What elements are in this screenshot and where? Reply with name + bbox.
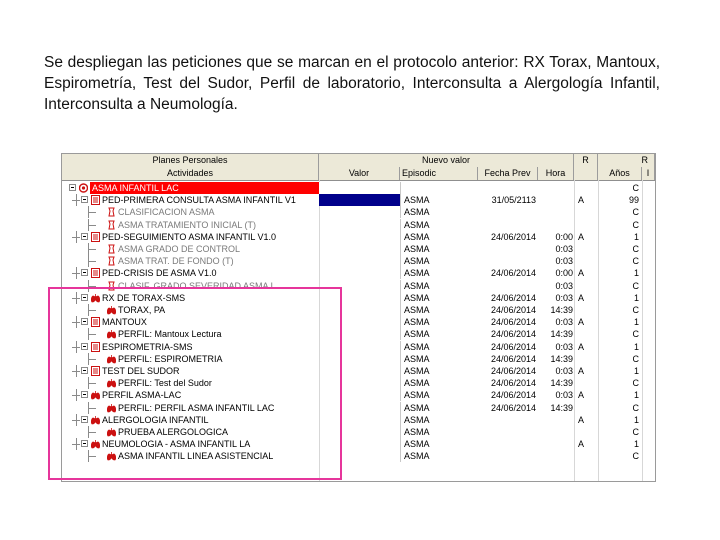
r-cell[interactable] — [574, 377, 598, 389]
anos-cell[interactable]: C — [632, 219, 639, 230]
episodio-cell[interactable]: ASMA — [400, 206, 478, 218]
hora-cell[interactable] — [538, 219, 574, 231]
header-episodio[interactable]: Episodic — [400, 167, 478, 180]
hora-cell[interactable]: 0:03 — [555, 341, 573, 352]
episodio-cell[interactable]: ASMA — [400, 414, 478, 426]
table-row[interactable] — [62, 194, 655, 206]
anos-cell[interactable]: 1 — [633, 414, 639, 425]
grid-header — [62, 154, 655, 181]
anos-cell[interactable]: 1 — [633, 439, 639, 450]
header-r-top[interactable]: R — [574, 154, 598, 167]
activity-label: ASMA INFANTIL LINEA ASISTENCIAL — [118, 451, 274, 462]
fecha-prev-cell[interactable] — [478, 182, 538, 194]
r-cell[interactable]: A — [578, 390, 585, 401]
minus-icon — [83, 272, 86, 273]
minus-icon — [83, 236, 86, 237]
fecha-prev-cell[interactable]: 24/06/2014 — [490, 317, 536, 328]
episodio-cell[interactable]: ASMA — [400, 450, 478, 462]
minus-icon — [83, 199, 86, 200]
tree-connector — [88, 225, 96, 226]
episodio-cell[interactable]: ASMA — [400, 194, 478, 206]
anos-cell[interactable]: C — [632, 451, 639, 462]
r-cell[interactable] — [574, 402, 598, 414]
hora-cell[interactable] — [538, 426, 574, 438]
anos-cell[interactable]: C — [632, 305, 639, 315]
fecha-prev-cell[interactable] — [478, 280, 538, 292]
episodio-cell[interactable]: ASMA — [400, 280, 478, 292]
activity-label: NEUMOLOGIA - ASMA INFANTIL LA — [102, 439, 251, 450]
activity-label: MANTOUX — [102, 317, 147, 328]
expand-toggle-icon[interactable] — [81, 196, 88, 203]
valor-cell[interactable] — [319, 267, 400, 279]
activity-cell[interactable] — [62, 182, 319, 194]
episodio-cell[interactable]: ASMA — [400, 377, 478, 389]
fecha-prev-cell[interactable] — [478, 426, 538, 438]
hora-cell[interactable]: 14:39 — [550, 378, 573, 389]
r-cell[interactable] — [574, 182, 598, 194]
table-row[interactable] — [62, 255, 655, 267]
episodio-cell[interactable]: ASMA — [400, 304, 478, 316]
anos-cell[interactable]: 1 — [633, 268, 639, 279]
episodio-cell[interactable]: ASMA — [400, 402, 478, 414]
fecha-prev-cell[interactable]: 24/06/2014 — [490, 341, 536, 352]
tree-connector — [76, 231, 77, 243]
valor-cell[interactable] — [319, 255, 400, 267]
plan-icon — [79, 183, 88, 193]
tag-icon — [107, 207, 116, 217]
r-cell[interactable]: A — [578, 292, 585, 303]
episodio-cell[interactable]: ASMA — [400, 219, 478, 231]
anos-cell[interactable]: C — [632, 280, 639, 291]
fecha-prev-cell[interactable]: 31/05/2113 — [491, 195, 536, 206]
valor-cell[interactable] — [319, 231, 400, 243]
activity-cell[interactable] — [62, 255, 319, 267]
anos-cell[interactable]: 99 — [628, 195, 639, 206]
r-cell[interactable]: A — [578, 268, 585, 279]
tree-connector — [88, 206, 89, 218]
hora-cell[interactable]: 0:03 — [555, 256, 573, 267]
header-valor[interactable]: Valor — [319, 167, 400, 180]
hora-cell[interactable]: 0:00 — [555, 268, 573, 279]
form-icon — [91, 232, 100, 242]
header-nuevo-valor[interactable]: Nuevo valor — [319, 154, 574, 167]
anos-cell[interactable]: 1 — [633, 231, 639, 242]
expand-toggle-icon[interactable] — [69, 184, 76, 191]
episodio-cell[interactable]: ASMA — [400, 316, 478, 328]
hora-cell[interactable]: 0:03 — [555, 390, 573, 401]
r-cell[interactable] — [574, 353, 598, 365]
episodio-cell[interactable]: ASMA — [400, 267, 478, 279]
hora-cell[interactable]: 0:03 — [555, 292, 573, 303]
form-icon — [91, 195, 100, 205]
episodio-cell[interactable]: ASMA — [400, 389, 478, 401]
header-r-second[interactable]: R — [598, 154, 655, 167]
activity-label: PERFIL: Mantoux Lectura — [118, 329, 222, 340]
activity-label: TEST DEL SUDOR — [102, 366, 180, 376]
fecha-prev-cell[interactable]: 24/06/2014 — [490, 378, 536, 389]
tag-icon — [107, 256, 116, 266]
r-cell[interactable] — [574, 219, 598, 231]
activity-label: ESPIROMETRIA-SMS — [102, 341, 193, 352]
episodio-cell[interactable]: ASMA — [400, 426, 478, 438]
activity-cell[interactable] — [62, 206, 319, 218]
tree-connector — [88, 255, 89, 267]
r-cell[interactable] — [574, 450, 598, 462]
r-cell[interactable]: A — [578, 439, 585, 450]
anos-cell[interactable]: C — [632, 329, 639, 340]
anos-cell[interactable]: C — [632, 244, 639, 254]
header-r-bottom — [574, 167, 598, 180]
anos-cell[interactable]: C — [632, 427, 639, 437]
header-anos[interactable]: Años — [598, 167, 642, 180]
valor-cell[interactable] — [319, 194, 400, 206]
anos-cell[interactable]: 1 — [633, 317, 639, 328]
hora-cell[interactable] — [538, 182, 574, 194]
anos-cell[interactable]: 1 — [633, 366, 639, 376]
form-icon — [91, 268, 100, 278]
r-cell[interactable] — [574, 426, 598, 438]
fecha-prev-cell[interactable]: 24/06/2014 — [490, 268, 536, 279]
episodio-cell[interactable]: ASMA — [400, 365, 478, 377]
r-cell[interactable] — [574, 304, 598, 316]
fecha-prev-cell[interactable]: 24/06/2014 — [490, 231, 536, 242]
hora-cell[interactable] — [538, 414, 574, 426]
r-cell[interactable] — [574, 206, 598, 218]
fecha-prev-cell[interactable] — [478, 414, 538, 426]
valor-cell[interactable] — [319, 243, 400, 255]
activity-label: ASMA INFANTIL LAC — [90, 182, 319, 194]
activity-cell[interactable] — [62, 194, 319, 206]
tree-connector — [88, 243, 89, 255]
episodio-cell[interactable]: ASMA — [400, 292, 478, 304]
hora-cell[interactable]: 0:00 — [555, 231, 573, 242]
fecha-prev-cell[interactable] — [478, 206, 538, 218]
table-row[interactable] — [62, 267, 655, 279]
r-cell[interactable] — [574, 255, 598, 267]
highlight-box — [48, 287, 342, 480]
activity-label: CLASIF. GRADO SEVERIDAD ASMA I — [118, 280, 274, 291]
anos-cell[interactable]: C — [632, 207, 639, 218]
valor-cell[interactable] — [319, 206, 400, 218]
r-cell[interactable] — [574, 243, 598, 255]
fecha-prev-cell[interactable]: 24/06/2014 — [490, 366, 536, 376]
anos-cell[interactable]: C — [632, 402, 639, 413]
hora-cell[interactable]: 0:03 — [555, 366, 573, 376]
r-cell[interactable] — [574, 280, 598, 292]
anos-cell[interactable]: 1 — [633, 390, 639, 401]
episodio-cell[interactable]: ASMA — [400, 328, 478, 340]
tree-connector — [88, 261, 96, 262]
hora-cell[interactable]: 0:03 — [555, 280, 573, 291]
activity-label: PERFIL: Test del Sudor — [118, 378, 212, 389]
fecha-prev-cell[interactable]: 24/06/2014 — [490, 353, 536, 364]
header-last[interactable]: I — [642, 167, 655, 180]
header-hora[interactable]: Hora — [538, 167, 574, 180]
expand-toggle-icon[interactable] — [81, 233, 88, 240]
activity-label: PED-SEGUIMIENTO ASMA INFANTIL V1.0 — [102, 231, 277, 242]
fecha-prev-cell[interactable]: 24/06/2014 — [490, 292, 536, 303]
hora-cell[interactable]: 14:39 — [550, 305, 573, 315]
activity-label: ASMA TRATAMIENTO INICIAL (T) — [118, 219, 257, 230]
table-row[interactable] — [62, 219, 655, 231]
anos-cell[interactable]: C — [632, 256, 639, 267]
table-row[interactable] — [62, 206, 655, 218]
r-cell[interactable]: A — [578, 341, 585, 352]
activity-label: CLASIFICACION ASMA — [118, 207, 215, 218]
episodio-cell[interactable] — [400, 182, 478, 194]
tree-connector — [88, 212, 96, 213]
hora-cell[interactable]: 14:39 — [550, 353, 573, 364]
tree-connector — [88, 219, 89, 231]
table-row[interactable] — [62, 231, 655, 243]
hora-cell[interactable] — [538, 438, 574, 450]
minus-icon — [71, 187, 74, 188]
fecha-prev-cell[interactable] — [478, 219, 538, 231]
anos-cell[interactable]: C — [632, 183, 639, 193]
activity-label: PRUEBA ALERGOLOGICA — [118, 427, 229, 437]
header-actividades[interactable]: Actividades — [62, 167, 319, 180]
activity-label: TORAX, PA — [118, 305, 166, 315]
anos-cell[interactable]: C — [632, 353, 639, 364]
r-cell[interactable]: A — [578, 414, 585, 425]
tag-icon — [107, 220, 116, 230]
episodio-cell[interactable]: ASMA — [400, 438, 478, 450]
r-cell[interactable]: A — [578, 317, 585, 328]
fecha-prev-cell[interactable] — [478, 438, 538, 450]
activity-label: ASMA TRAT. DE FONDO (T) — [118, 256, 234, 267]
hora-cell[interactable]: 14:39 — [550, 329, 573, 340]
caption-text: Se despliegan las peticiones que se marcan en el protocolo anterior: RX Torax, Mantoux, Espirometría, Test del Sudor, Perfil de laboratorio, Interconsulta a Alergología Infantil, Interconsulta a Neumología. — [44, 54, 660, 113]
tag-icon — [107, 244, 116, 254]
episodio-cell[interactable]: ASMA — [400, 353, 478, 365]
r-cell[interactable]: A — [578, 366, 585, 376]
episodio-cell[interactable]: ASMA — [400, 255, 478, 267]
fecha-prev-cell[interactable] — [478, 243, 538, 255]
header-fecha-prev[interactable]: Fecha Prev — [478, 167, 538, 180]
table-row[interactable] — [62, 243, 655, 255]
hora-cell[interactable] — [538, 194, 574, 206]
valor-cell[interactable] — [319, 219, 400, 231]
episodio-cell[interactable]: ASMA — [400, 341, 478, 353]
activity-label: PED-CRISIS DE ASMA V1.0 — [102, 268, 217, 279]
table-row[interactable] — [62, 182, 655, 194]
anos-cell[interactable]: 1 — [633, 292, 639, 303]
anos-cell[interactable]: 1 — [633, 341, 639, 352]
activity-cell[interactable] — [62, 231, 319, 243]
activity-cell[interactable] — [62, 219, 319, 231]
fecha-prev-cell[interactable]: 24/06/2014 — [490, 329, 536, 340]
r-cell[interactable]: A — [578, 231, 585, 242]
activity-label: PERFIL ASMA-LAC — [102, 390, 182, 401]
hora-cell[interactable]: 0:03 — [555, 317, 573, 328]
activity-label: PED-PRIMERA CONSULTA ASMA INFANTIL V1 — [102, 195, 296, 206]
r-cell[interactable] — [574, 328, 598, 340]
header-planes[interactable]: Planes Personales — [62, 154, 319, 167]
episodio-cell[interactable]: ASMA — [400, 243, 478, 255]
r-cell[interactable]: A — [578, 195, 585, 206]
fecha-prev-cell[interactable]: 24/06/2014 — [490, 390, 536, 401]
activity-label: ASMA GRADO DE CONTROL — [118, 244, 241, 254]
fecha-prev-cell[interactable] — [478, 450, 538, 462]
activity-label: PERFIL: ESPIROMETRIA — [118, 353, 223, 364]
hora-cell[interactable] — [538, 206, 574, 218]
hora-cell[interactable]: 0:03 — [555, 244, 573, 254]
activity-cell[interactable] — [62, 267, 319, 279]
fecha-prev-cell[interactable]: 24/06/2014 — [490, 402, 536, 413]
fecha-prev-cell[interactable]: 24/06/2014 — [490, 305, 536, 315]
expand-toggle-icon[interactable] — [81, 269, 88, 276]
activity-cell[interactable] — [62, 243, 319, 255]
activity-label: RX DE TORAX-SMS — [102, 292, 186, 303]
hora-cell[interactable] — [538, 450, 574, 462]
activity-label: PERFIL: PERFIL ASMA INFANTIL LAC — [118, 402, 275, 413]
anos-cell[interactable]: C — [632, 378, 639, 389]
hora-cell[interactable]: 14:39 — [550, 402, 573, 413]
activity-label: ALERGOLOGIA INFANTIL — [102, 414, 209, 425]
fecha-prev-cell[interactable] — [478, 255, 538, 267]
valor-cell[interactable] — [319, 182, 400, 194]
tree-connector — [76, 194, 77, 206]
episodio-cell[interactable]: ASMA — [400, 231, 478, 243]
tree-connector — [76, 267, 77, 279]
tree-connector — [88, 249, 96, 250]
